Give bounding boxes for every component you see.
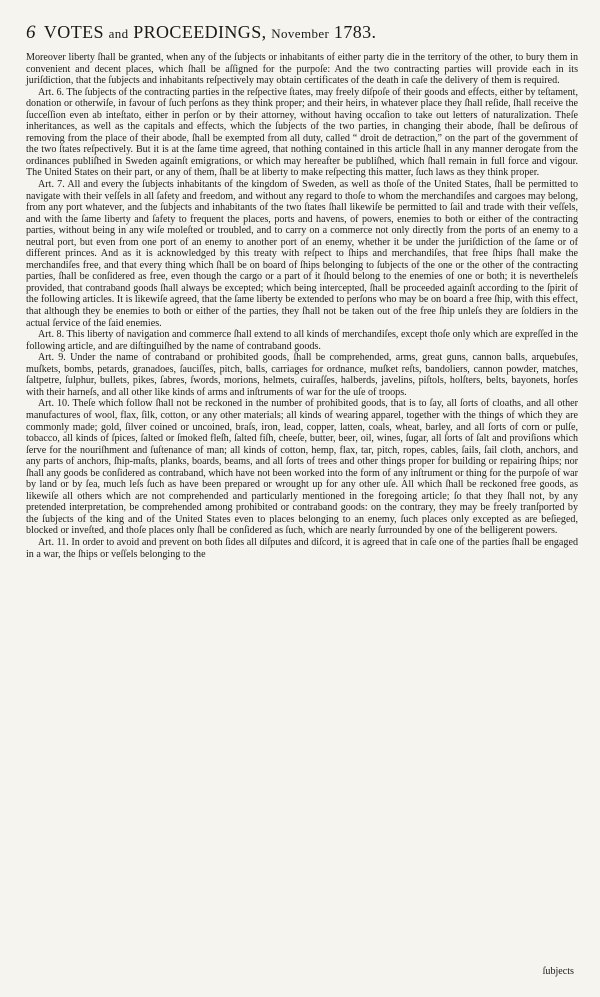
paragraph-art-10: Art. 10. Theſe which follow ſhall not be reckoned in the number of prohibited goods, that is to ſay, all ſorts of cloaths, and all other manufactures of wool, flax, ſilk, cotton, or any other materials; all kinds of wearing apparel, together with the things of which they are commonly made; gold, ſilver coined or uncoined, braſs, iron, lead, copper, latten, coals, wheat, barley, and all ſorts of corn or pulſe, tobacco, all kinds of ſpices, ſalted or ſmoked fleſh, ſalted fiſh, cheeſe, butter, beer, oil, wines, ſugar, all ſorts of ſalt and proviſions which ſerve for the nouriſhment and ſuſtenance of man; all kinds of cotton, hemp, flax, tar, pitch, ropes, cables, ſails, ſail cloth, anchors, and any parts of anchors, ſhip-maſts, planks, boards, beams, and all ſorts of trees and other things proper for building or repairing ſhips; nor ſhall any goods be conſidered as contraband, which have not been worked into the form of any inſtrument or thing for the purpoſe of war by land or by ſea, much leſs ſuch as have been prepared or wrought up for any other uſe. All which ſhall be reckoned free goods, as likewiſe all others which are not comprehended and particularly mentioned in the foregoing article; ſo that they ſhall not, by any pretended interpretation, be comprehended among prohibited or contraband goods: on the contrary, they may be freely tranſported by the ſubjects of the king and of the United States even to places belonging to an enemy, ſuch places only excepted as are beſieged, blocked or inveſted, and thoſe places only ſhall be conſidered as ſuch, which are nearly ſurrounded by one of the belligerent powers. — [26, 398, 578, 537]
running-head — [44, 22, 377, 44]
paragraph-burial: Moreover liberty ſhall be granted, when any of the ſubjects or inhabitants of either party die in the territory of the other, to bury them in convenient and decent places, which ſhall be aſſigned for the purpoſe: And the two contracting parties will provide each in its juriſdiction, that the ſubjects and inhabitants reſpectively may obtain certificates of the death in caſe the delivery of them is required. — [26, 52, 578, 87]
paragraph-art-8: Art. 8. This liberty of navigation and commerce ſhall extend to all kinds of merchandiſes, except thoſe only which are expreſſed in the following article, and are diſtinguiſhed by the name of contraband goods. — [26, 329, 578, 352]
running-head-and: and — [108, 26, 129, 41]
running-head-year: 1783. — [333, 22, 377, 42]
running-head-month: November — [271, 26, 330, 41]
paragraph-art-9: Art. 9. Under the name of contraband or prohibited goods, ſhall be comprehended, arms, great guns, cannon balls, arquebuſes, muſkets, bombs, petards, granadoes, ſauciſſes, pitch, balls, carriages for ordnance, muſket reſts, bandoliers, cannon powder, matches, ſaltpetre, ſulphur, bullets, pikes, ſabres, ſwords, morions, helmets, cuiraſſes, halberds, javelins, piſtols, holſters, belts, bayonets, horſes with their harneſs, and all other like kinds of arms and inſtruments of war for the uſe of troops. — [26, 352, 578, 398]
catchword: ſubjects — [542, 966, 574, 977]
paragraph-art-6: Art. 6. The ſubjects of the contracting parties in the reſpective ſtates, may freely diſpoſe of their goods and effects, either by teſtament, donation or otherwiſe, in favour of ſuch perſons as they think proper; and their heirs, in whatever place they ſhall reſide, ſhall receive the ſucceſſion even ab inteſtato, either in perſon or by their attorney, without having occaſion to take out letters of naturalization. Theſe inheritances, as well as the capitals and effects, which the ſubjects of the two parties, in changing their abode, ſhall be deſirous of removing from the place of their abode, ſhall be exempted from all duty, called “ droit de detraction,” on the part of the government of the two ſtates reſpectively. But it is at the ſame time agreed, that nothing contained in this article ſhall in any manner derogate from the ordinances publiſhed in Sweden againſt emigrations, or which may hereafter be publiſhed, which ſhall remain in full force and vigour. The United States on their part, or any of them, ſhall be at liberty to make reſpecting this matter, ſuch laws as they think proper. — [26, 86, 578, 179]
page-header — [26, 22, 578, 44]
paragraph-art-11: Art. 11. In order to avoid and prevent on both ſides all diſputes and diſcord, it is agreed that in caſe one of the parties ſhall be engaged in a war, the ſhips or veſſels belonging to the — [26, 536, 578, 560]
body-text — [26, 52, 578, 560]
paragraph-art-7: Art. 7. All and every the ſubjects inhabitants of the kingdom of Sweden, as well as thoſe of the United States, ſhall be permitted to navigate with their veſſels in all ſafety and freedom, and without any regard to thoſe to whom the merchandiſes and cargoes may belong, from any port whatever, and the ſubjects and inhabitants of the two ſtates ſhall likewiſe be permitted to ſail and trade with their veſſels, and with the ſame liberty and ſafety to frequent the places, ports and havens, of powers, enemies to both or either of the contracting parties, without being in any wiſe moleſted or troubled, and to carry on a commerce not only directly from the ports of an enemy to a neutral port, but even from one port of an enemy to another port of an enemy, whether it be under the juriſdiction of the ſame or of different princes. And as it is acknowledged by this treaty with reſpect to ſhips and merchandiſes, that free ſhips ſhall make the merchandiſes free, and that every thing which ſhall be on board of ſhips belonging to ſubjects of the one or the other of the contracting parties, ſhall be conſidered as free, even though the cargo or a part of it ſhould belong to the enemies of one or both; it is neverthelеſs provided, that contraband goods ſhall always be excepted; which being intercepted, ſhall be proceeded againſt according to the ſpirit of the following articles. It is likewiſe agreed, that the ſame liberty be extended to perſons who may be on board a free ſhip, with this effect, that although they be enemies to both or either of the parties, they ſhall not be taken out of the free ſhip unleſs they are ſoldiers in the actual ſervice of the ſaid enemies. — [26, 179, 578, 329]
running-head-votes: VOTES — [43, 22, 104, 42]
running-head-proceedings: PROCEEDINGS, — [133, 22, 267, 42]
page-number: 6 — [26, 22, 36, 43]
